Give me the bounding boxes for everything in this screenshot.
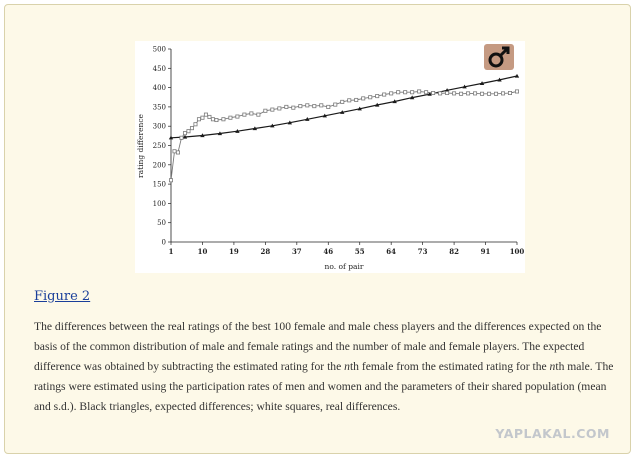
data-point-square [348, 99, 351, 102]
x-tick-label: 37 [291, 247, 302, 256]
x-tick-label: 19 [229, 247, 239, 256]
data-point-square [204, 113, 207, 116]
y-axis-label: rating difference [136, 114, 145, 178]
data-point-square [299, 105, 302, 108]
data-point-square [215, 118, 218, 121]
caption-text-1: The differences between the real ratings of the best 100 female and male chess players and the differences expected on the basis of the common distribution of male and female ratings and the number of male and female players. The expected difference was obtained by subtracting the estimated rating for the [34, 320, 602, 373]
x-tick-label: 100 [509, 247, 525, 256]
data-point-square [264, 109, 267, 112]
data-point-square [362, 97, 365, 100]
data-point-square [487, 92, 490, 95]
data-point-square [180, 136, 183, 139]
data-point-square [376, 94, 379, 97]
data-point-square [452, 92, 455, 95]
x-tick-label: 55 [354, 247, 365, 256]
data-point-square [229, 116, 232, 119]
data-point-square [466, 92, 469, 95]
chart-ticks [153, 46, 525, 257]
figure-caption [34, 317, 624, 417]
chart-series-layer [169, 74, 519, 182]
data-point-square [285, 105, 288, 108]
data-point-square [515, 90, 518, 93]
x-axis-label: no. of pair [324, 262, 364, 271]
data-point-square [250, 112, 253, 115]
y-tick-label: 50 [157, 219, 166, 228]
y-tick-label: 100 [152, 199, 166, 208]
x-tick-label: 82 [449, 247, 459, 256]
x-tick-label: 73 [417, 247, 428, 256]
data-point-square [190, 127, 193, 130]
data-point-square [201, 116, 204, 119]
y-tick-label: 250 [152, 142, 166, 150]
data-point-square [494, 92, 497, 95]
data-point-square [508, 91, 511, 94]
data-point-triangle [515, 74, 519, 78]
data-point-square [501, 92, 504, 95]
data-point-square [411, 91, 414, 94]
data-point-square [383, 93, 386, 96]
x-tick-label: 91 [480, 247, 491, 256]
data-point-square [473, 92, 476, 95]
data-point-square [222, 118, 225, 121]
x-tick-label: 10 [197, 247, 208, 256]
y-tick-label: 500 [152, 45, 166, 54]
x-tick-label: 46 [323, 247, 334, 256]
y-tick-label: 200 [152, 161, 166, 170]
data-point-square [278, 107, 281, 110]
data-point-square [397, 91, 400, 94]
data-point-square [236, 115, 239, 118]
data-point-square [169, 179, 172, 182]
data-point-square [327, 105, 330, 108]
series-line [171, 92, 517, 181]
figure-image [135, 41, 525, 273]
figure-link[interactable]: Figure 2 [34, 289, 91, 304]
data-point-square [459, 92, 462, 95]
data-point-square [355, 98, 358, 101]
caption-text-3: th male. The ratings were estimated using the participation rates of men and women and the parameters of their shared population (mean and s.d.). Black triangles, expected differences; white squares, real differences. [34, 360, 614, 413]
data-point-square [257, 113, 260, 116]
data-point-square [320, 104, 323, 107]
caption-text-2: th female from the estimated rating for the [349, 360, 550, 373]
data-point-square [306, 104, 309, 107]
data-point-square [292, 106, 295, 109]
series-squares [169, 90, 518, 182]
x-tick-label: 1 [168, 247, 174, 256]
caption-italic-n-1: n [344, 360, 350, 373]
data-point-square [187, 130, 190, 133]
data-point-square [369, 96, 372, 99]
y-tick-label: 300 [152, 122, 166, 131]
data-point-square [334, 103, 337, 106]
y-tick-label: 400 [152, 84, 166, 93]
data-point-square [418, 90, 421, 93]
data-point-square [208, 115, 211, 118]
x-tick-label: 64 [386, 247, 397, 256]
y-tick-label: 0 [161, 238, 166, 247]
y-tick-label: 450 [152, 64, 166, 73]
data-point-square [432, 91, 435, 94]
figure-card [4, 4, 631, 454]
data-point-square [446, 91, 449, 94]
caption-italic-n-2: n [549, 360, 556, 373]
chart-axes [171, 49, 517, 242]
data-point-square [439, 92, 442, 95]
data-point-square [211, 118, 214, 121]
x-tick-label: 28 [260, 247, 271, 256]
data-point-square [176, 151, 179, 154]
data-point-square [480, 92, 483, 95]
series-triangles [169, 74, 519, 140]
chart [135, 41, 525, 273]
data-point-square [425, 91, 428, 94]
data-point-square [271, 108, 274, 111]
data-point-square [194, 123, 197, 126]
data-point-square [183, 132, 186, 135]
data-point-square [243, 113, 246, 116]
watermark: YAPLAKAL.COM [495, 426, 610, 441]
data-point-square [404, 91, 407, 94]
male-symbol-badge [484, 44, 514, 70]
data-point-square [313, 105, 316, 108]
data-point-square [341, 100, 344, 103]
y-tick-label: 150 [152, 180, 166, 189]
y-tick-label: 350 [152, 103, 166, 112]
data-point-square [197, 118, 200, 121]
data-point-square [390, 92, 393, 95]
series-line [171, 76, 517, 138]
data-point-square [173, 150, 176, 153]
